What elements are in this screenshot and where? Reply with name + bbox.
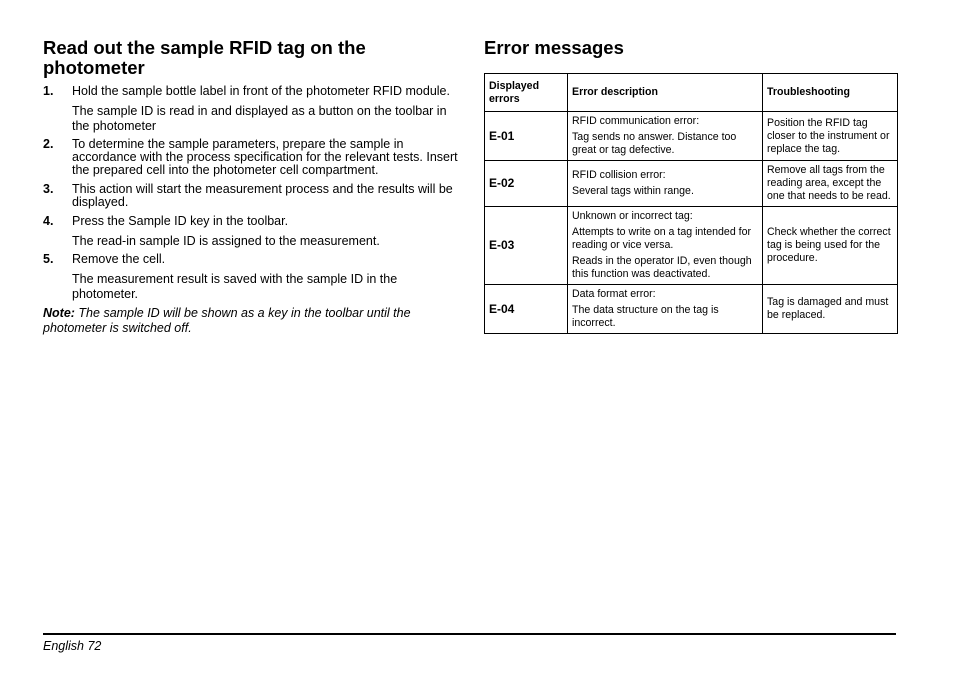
list-item xyxy=(43,253,458,266)
error-description-line: Reads in the operator ID, even though this function was deactivated. xyxy=(572,255,752,280)
note-label: Note: xyxy=(43,306,75,320)
error-description-line: Data format error: xyxy=(572,288,656,300)
error-section-title: Error messages xyxy=(484,37,624,58)
error-description-line: RFID communication error: xyxy=(572,115,700,127)
steps-list xyxy=(43,85,458,302)
error-code: E-04 xyxy=(485,285,568,334)
step-result-text: The measurement result is saved with the sample ID in the photometer. xyxy=(72,272,398,301)
troubleshooting-text: Tag is damaged and must be replaced. xyxy=(763,285,898,334)
troubleshooting-text: Remove all tags from the reading area, except the one that needs to be read. xyxy=(763,161,898,207)
error-description xyxy=(568,112,763,161)
footer-language: English xyxy=(43,639,84,653)
table-header-row xyxy=(485,74,898,112)
step-number: 1. xyxy=(43,84,54,98)
page-number: 72 xyxy=(87,639,102,653)
error-code: E-03 xyxy=(485,207,568,285)
table-row xyxy=(485,207,898,285)
step-number: 5. xyxy=(43,252,54,266)
error-description-line: Several tags within range. xyxy=(572,185,694,197)
troubleshooting-text: Position the RFID tag closer to the instrument or replace the tag. xyxy=(763,112,898,161)
error-description-line: Unknown or incorrect tag: xyxy=(572,210,693,222)
troubleshooting-text: Check whether the correct tag is being used for the procedure. xyxy=(763,207,898,285)
error-description-line: The data structure on the tag is incorrect. xyxy=(572,304,719,329)
error-description xyxy=(568,161,763,207)
rfid-section-title: Read out the sample RFID tag on the photometer xyxy=(43,37,366,78)
header-displayed-errors: Displayed errors xyxy=(485,74,568,112)
step-text: Hold the sample bottle label in front of the photometer RFID module. xyxy=(72,84,450,98)
error-code: E-02 xyxy=(485,161,568,207)
step-text: To determine the sample parameters, prepare the sample in accordance with the process specification for the relevant tests. Insert the prepared cell into the photometer cell compartment. xyxy=(72,137,458,177)
step-number: 2. xyxy=(43,137,54,151)
error-description-line: Tag sends no answer. Distance too great or tag defective. xyxy=(572,131,737,156)
step-result-text: The sample ID is read in and displayed as a button on the toolbar in the photometer xyxy=(72,104,447,133)
error-code: E-01 xyxy=(485,112,568,161)
rfid-section xyxy=(43,38,458,336)
error-description xyxy=(568,207,763,285)
table-row xyxy=(485,161,898,207)
header-troubleshooting: Troubleshooting xyxy=(763,74,898,112)
step-number: 3. xyxy=(43,182,54,196)
step-text: This action will start the measurement process and the results will be displayed. xyxy=(72,182,453,209)
note-text: The sample ID will be shown as a key in the toolbar until the photometer is switched off. xyxy=(43,306,411,335)
list-item xyxy=(43,183,458,209)
list-item xyxy=(43,85,458,98)
error-section xyxy=(484,38,898,334)
step-number: 4. xyxy=(43,214,54,228)
footer-divider xyxy=(43,633,896,635)
table-row xyxy=(485,112,898,161)
list-item xyxy=(43,138,458,177)
step-result-text: The read-in sample ID is assigned to the measurement. xyxy=(72,234,380,248)
step-text: Remove the cell. xyxy=(72,252,166,266)
error-table xyxy=(484,73,898,334)
list-item xyxy=(43,215,458,228)
error-description-line: Attempts to write on a tag intended for reading or vice versa. xyxy=(572,226,752,251)
error-description xyxy=(568,285,763,334)
note xyxy=(43,306,458,336)
table-row xyxy=(485,285,898,334)
header-error-description: Error description xyxy=(568,74,763,112)
step-text: Press the Sample ID key in the toolbar. xyxy=(72,214,289,228)
page-footer xyxy=(43,639,101,653)
error-description-line: RFID collision error: xyxy=(572,169,666,181)
